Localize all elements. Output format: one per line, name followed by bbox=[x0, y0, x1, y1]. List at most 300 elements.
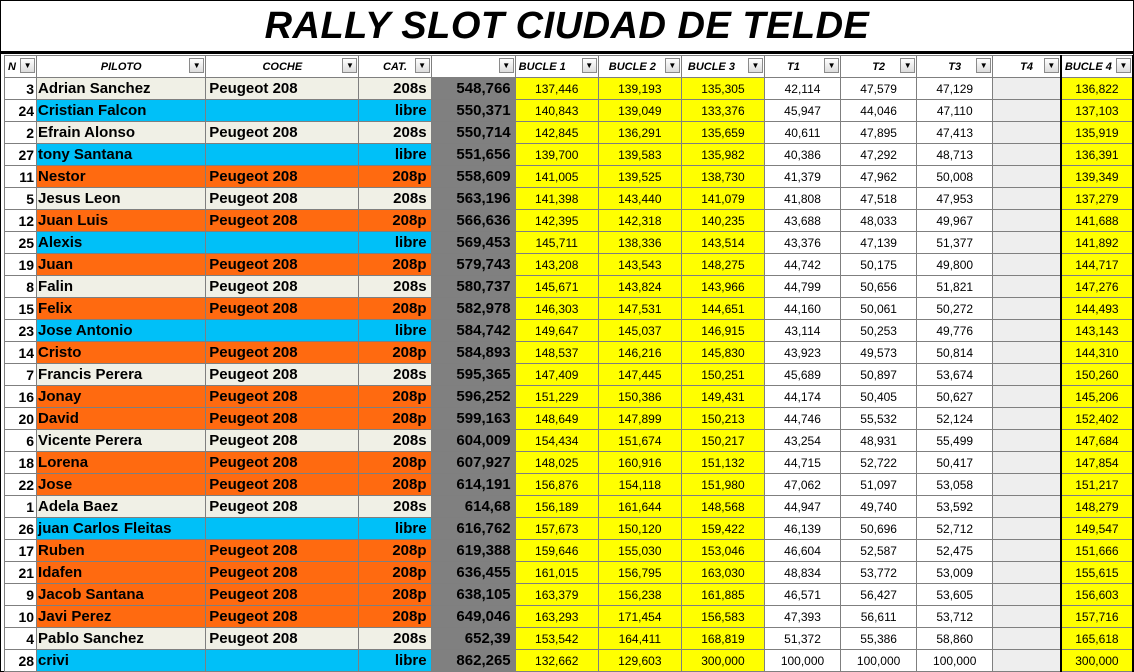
total-time[interactable]: 616,762 bbox=[431, 518, 515, 540]
driver-name[interactable]: Francis Perera bbox=[37, 364, 206, 386]
t2-time[interactable]: 47,292 bbox=[841, 144, 917, 166]
t4-time[interactable] bbox=[993, 100, 1061, 122]
t3-time[interactable]: 53,592 bbox=[917, 496, 993, 518]
t3-time[interactable]: 50,417 bbox=[917, 452, 993, 474]
bucle-3-time[interactable]: 151,980 bbox=[681, 474, 764, 496]
driver-name[interactable]: Adrian Sanchez bbox=[37, 78, 206, 100]
row-number[interactable]: 24 bbox=[5, 100, 37, 122]
car-model[interactable]: Peugeot 208 bbox=[206, 298, 359, 320]
t1-time[interactable]: 44,174 bbox=[764, 386, 840, 408]
bucle-2-time[interactable]: 171,454 bbox=[598, 606, 681, 628]
bucle-3-time[interactable]: 163,030 bbox=[681, 562, 764, 584]
bucle-2-time[interactable]: 139,525 bbox=[598, 166, 681, 188]
t2-time[interactable]: 50,656 bbox=[841, 276, 917, 298]
t3-time[interactable]: 50,008 bbox=[917, 166, 993, 188]
t4-time[interactable] bbox=[993, 474, 1061, 496]
t1-time[interactable]: 43,376 bbox=[764, 232, 840, 254]
bucle-3-time[interactable]: 133,376 bbox=[681, 100, 764, 122]
bucle-3-time[interactable]: 138,730 bbox=[681, 166, 764, 188]
category[interactable]: 208p bbox=[359, 342, 431, 364]
bucle-3-time[interactable]: 144,651 bbox=[681, 298, 764, 320]
row-number[interactable]: 10 bbox=[5, 606, 37, 628]
bucle-1-time[interactable]: 161,015 bbox=[515, 562, 598, 584]
t4-time[interactable] bbox=[993, 276, 1061, 298]
t2-time[interactable]: 56,427 bbox=[841, 584, 917, 606]
driver-name[interactable]: Jonay bbox=[37, 386, 206, 408]
bucle-4-time[interactable]: 141,688 bbox=[1061, 210, 1133, 232]
driver-name[interactable]: Cristian Falcon bbox=[37, 100, 206, 122]
bucle-2-time[interactable]: 139,193 bbox=[598, 78, 681, 100]
row-number[interactable]: 20 bbox=[5, 408, 37, 430]
t4-time[interactable] bbox=[993, 408, 1061, 430]
bucle-4-time[interactable]: 151,217 bbox=[1061, 474, 1133, 496]
total-time[interactable]: 614,191 bbox=[431, 474, 515, 496]
t3-time[interactable]: 47,110 bbox=[917, 100, 993, 122]
driver-name[interactable]: Pablo Sanchez bbox=[37, 628, 206, 650]
bucle-3-time[interactable]: 143,966 bbox=[681, 276, 764, 298]
row-number[interactable]: 16 bbox=[5, 386, 37, 408]
bucle-1-time[interactable]: 163,379 bbox=[515, 584, 598, 606]
bucle-2-time[interactable]: 142,318 bbox=[598, 210, 681, 232]
category[interactable]: libre bbox=[359, 100, 431, 122]
t4-time[interactable] bbox=[993, 122, 1061, 144]
driver-name[interactable]: crivi bbox=[37, 650, 206, 672]
bucle-3-time[interactable]: 148,568 bbox=[681, 496, 764, 518]
driver-name[interactable]: David bbox=[37, 408, 206, 430]
bucle-1-time[interactable]: 156,876 bbox=[515, 474, 598, 496]
t2-time[interactable]: 52,722 bbox=[841, 452, 917, 474]
car-model[interactable]: Peugeot 208 bbox=[206, 474, 359, 496]
t1-time[interactable]: 47,062 bbox=[764, 474, 840, 496]
t1-time[interactable]: 43,923 bbox=[764, 342, 840, 364]
t2-time[interactable]: 100,000 bbox=[841, 650, 917, 672]
bucle-2-time[interactable]: 145,037 bbox=[598, 320, 681, 342]
bucle-4-time[interactable]: 165,618 bbox=[1061, 628, 1133, 650]
car-model[interactable]: Peugeot 208 bbox=[206, 496, 359, 518]
category[interactable]: 208p bbox=[359, 540, 431, 562]
car-model[interactable]: Peugeot 208 bbox=[206, 276, 359, 298]
car-model[interactable]: Peugeot 208 bbox=[206, 254, 359, 276]
t2-time[interactable]: 49,740 bbox=[841, 496, 917, 518]
t1-time[interactable]: 44,746 bbox=[764, 408, 840, 430]
total-time[interactable]: 607,927 bbox=[431, 452, 515, 474]
dropdown-arrow-icon[interactable]: ▼ bbox=[582, 58, 597, 73]
bucle-4-time[interactable]: 149,547 bbox=[1061, 518, 1133, 540]
t2-time[interactable]: 44,046 bbox=[841, 100, 917, 122]
row-number[interactable]: 23 bbox=[5, 320, 37, 342]
bucle-4-time[interactable]: 148,279 bbox=[1061, 496, 1133, 518]
bucle-4-time[interactable]: 135,919 bbox=[1061, 122, 1133, 144]
bucle-1-time[interactable]: 132,662 bbox=[515, 650, 598, 672]
row-number[interactable]: 1 bbox=[5, 496, 37, 518]
bucle-4-time[interactable]: 157,716 bbox=[1061, 606, 1133, 628]
bucle-4-time[interactable]: 155,615 bbox=[1061, 562, 1133, 584]
row-number[interactable]: 3 bbox=[5, 78, 37, 100]
dropdown-arrow-icon[interactable]: ▼ bbox=[824, 58, 839, 73]
bucle-4-time[interactable]: 151,666 bbox=[1061, 540, 1133, 562]
total-time[interactable]: 584,893 bbox=[431, 342, 515, 364]
category[interactable]: libre bbox=[359, 320, 431, 342]
total-time[interactable]: 551,656 bbox=[431, 144, 515, 166]
t1-time[interactable]: 44,742 bbox=[764, 254, 840, 276]
t2-time[interactable]: 50,897 bbox=[841, 364, 917, 386]
t3-time[interactable]: 53,605 bbox=[917, 584, 993, 606]
total-time[interactable]: 596,252 bbox=[431, 386, 515, 408]
t4-time[interactable] bbox=[993, 540, 1061, 562]
total-time[interactable]: 599,163 bbox=[431, 408, 515, 430]
t3-time[interactable]: 49,800 bbox=[917, 254, 993, 276]
t1-time[interactable]: 46,604 bbox=[764, 540, 840, 562]
bucle-1-time[interactable]: 145,671 bbox=[515, 276, 598, 298]
t3-time[interactable]: 55,499 bbox=[917, 430, 993, 452]
t4-time[interactable] bbox=[993, 144, 1061, 166]
row-number[interactable]: 12 bbox=[5, 210, 37, 232]
t1-time[interactable]: 41,379 bbox=[764, 166, 840, 188]
t3-time[interactable]: 47,413 bbox=[917, 122, 993, 144]
row-number[interactable]: 15 bbox=[5, 298, 37, 320]
total-time[interactable]: 563,196 bbox=[431, 188, 515, 210]
bucle-4-time[interactable]: 144,493 bbox=[1061, 298, 1133, 320]
car-model[interactable]: Peugeot 208 bbox=[206, 342, 359, 364]
dropdown-arrow-icon[interactable]: ▼ bbox=[189, 58, 204, 73]
bucle-3-time[interactable]: 135,659 bbox=[681, 122, 764, 144]
dropdown-arrow-icon[interactable]: ▼ bbox=[415, 58, 430, 73]
t1-time[interactable]: 43,114 bbox=[764, 320, 840, 342]
row-number[interactable]: 18 bbox=[5, 452, 37, 474]
driver-name[interactable]: Felix bbox=[37, 298, 206, 320]
category[interactable]: 208p bbox=[359, 254, 431, 276]
bucle-3-time[interactable]: 150,213 bbox=[681, 408, 764, 430]
t2-time[interactable]: 47,579 bbox=[841, 78, 917, 100]
t1-time[interactable]: 44,799 bbox=[764, 276, 840, 298]
t2-time[interactable]: 47,895 bbox=[841, 122, 917, 144]
bucle-1-time[interactable]: 151,229 bbox=[515, 386, 598, 408]
t4-time[interactable] bbox=[993, 166, 1061, 188]
t4-time[interactable] bbox=[993, 364, 1061, 386]
bucle-2-time[interactable]: 164,411 bbox=[598, 628, 681, 650]
car-model[interactable] bbox=[206, 650, 359, 672]
car-model[interactable] bbox=[206, 518, 359, 540]
dropdown-arrow-icon[interactable]: ▼ bbox=[748, 58, 763, 73]
bucle-4-time[interactable]: 144,717 bbox=[1061, 254, 1133, 276]
t3-time[interactable]: 53,058 bbox=[917, 474, 993, 496]
category[interactable]: libre bbox=[359, 232, 431, 254]
driver-name[interactable]: Jose bbox=[37, 474, 206, 496]
row-number[interactable]: 14 bbox=[5, 342, 37, 364]
bucle-3-time[interactable]: 150,251 bbox=[681, 364, 764, 386]
bucle-1-time[interactable]: 159,646 bbox=[515, 540, 598, 562]
category[interactable]: libre bbox=[359, 144, 431, 166]
t4-time[interactable] bbox=[993, 210, 1061, 232]
bucle-2-time[interactable]: 156,795 bbox=[598, 562, 681, 584]
bucle-3-time[interactable]: 300,000 bbox=[681, 650, 764, 672]
total-time[interactable]: 566,636 bbox=[431, 210, 515, 232]
bucle-2-time[interactable]: 151,674 bbox=[598, 430, 681, 452]
t3-time[interactable]: 52,124 bbox=[917, 408, 993, 430]
bucle-3-time[interactable]: 145,830 bbox=[681, 342, 764, 364]
car-model[interactable] bbox=[206, 100, 359, 122]
t4-time[interactable] bbox=[993, 606, 1061, 628]
row-number[interactable]: 21 bbox=[5, 562, 37, 584]
bucle-2-time[interactable]: 143,440 bbox=[598, 188, 681, 210]
t3-time[interactable]: 58,860 bbox=[917, 628, 993, 650]
bucle-2-time[interactable]: 160,916 bbox=[598, 452, 681, 474]
category[interactable]: 208p bbox=[359, 562, 431, 584]
total-time[interactable]: 619,388 bbox=[431, 540, 515, 562]
t3-time[interactable]: 50,814 bbox=[917, 342, 993, 364]
bucle-2-time[interactable]: 143,543 bbox=[598, 254, 681, 276]
category[interactable]: 208p bbox=[359, 210, 431, 232]
t4-time[interactable] bbox=[993, 496, 1061, 518]
row-number[interactable]: 26 bbox=[5, 518, 37, 540]
t4-time[interactable] bbox=[993, 320, 1061, 342]
bucle-3-time[interactable]: 143,514 bbox=[681, 232, 764, 254]
bucle-2-time[interactable]: 139,583 bbox=[598, 144, 681, 166]
t4-time[interactable] bbox=[993, 298, 1061, 320]
car-model[interactable]: Peugeot 208 bbox=[206, 386, 359, 408]
t3-time[interactable]: 100,000 bbox=[917, 650, 993, 672]
t1-time[interactable]: 40,386 bbox=[764, 144, 840, 166]
bucle-1-time[interactable]: 156,189 bbox=[515, 496, 598, 518]
bucle-2-time[interactable]: 138,336 bbox=[598, 232, 681, 254]
t1-time[interactable]: 44,715 bbox=[764, 452, 840, 474]
bucle-1-time[interactable]: 147,409 bbox=[515, 364, 598, 386]
t3-time[interactable]: 49,967 bbox=[917, 210, 993, 232]
driver-name[interactable]: Vicente Perera bbox=[37, 430, 206, 452]
bucle-4-time[interactable]: 139,349 bbox=[1061, 166, 1133, 188]
total-time[interactable]: 569,453 bbox=[431, 232, 515, 254]
t1-time[interactable]: 47,393 bbox=[764, 606, 840, 628]
total-time[interactable]: 636,455 bbox=[431, 562, 515, 584]
t2-time[interactable]: 56,611 bbox=[841, 606, 917, 628]
t4-time[interactable] bbox=[993, 650, 1061, 672]
t1-time[interactable]: 41,808 bbox=[764, 188, 840, 210]
t4-time[interactable] bbox=[993, 430, 1061, 452]
bucle-3-time[interactable]: 159,422 bbox=[681, 518, 764, 540]
category[interactable]: 208s bbox=[359, 628, 431, 650]
bucle-1-time[interactable]: 141,005 bbox=[515, 166, 598, 188]
driver-name[interactable]: Efrain Alonso bbox=[37, 122, 206, 144]
driver-name[interactable]: Idafen bbox=[37, 562, 206, 584]
car-model[interactable]: Peugeot 208 bbox=[206, 628, 359, 650]
driver-name[interactable]: Ruben bbox=[37, 540, 206, 562]
driver-name[interactable]: Juan bbox=[37, 254, 206, 276]
car-model[interactable]: Peugeot 208 bbox=[206, 540, 359, 562]
car-model[interactable]: Peugeot 208 bbox=[206, 584, 359, 606]
category[interactable]: 208s bbox=[359, 364, 431, 386]
t3-time[interactable]: 50,272 bbox=[917, 298, 993, 320]
car-model[interactable]: Peugeot 208 bbox=[206, 122, 359, 144]
row-number[interactable]: 28 bbox=[5, 650, 37, 672]
t3-time[interactable]: 52,475 bbox=[917, 540, 993, 562]
car-model[interactable] bbox=[206, 144, 359, 166]
driver-name[interactable]: juan Carlos Fleitas bbox=[37, 518, 206, 540]
bucle-4-time[interactable]: 152,402 bbox=[1061, 408, 1133, 430]
t3-time[interactable]: 50,627 bbox=[917, 386, 993, 408]
total-time[interactable]: 558,609 bbox=[431, 166, 515, 188]
bucle-3-time[interactable]: 151,132 bbox=[681, 452, 764, 474]
bucle-4-time[interactable]: 143,143 bbox=[1061, 320, 1133, 342]
driver-name[interactable]: Alexis bbox=[37, 232, 206, 254]
driver-name[interactable]: Jose Antonio bbox=[37, 320, 206, 342]
bucle-3-time[interactable]: 153,046 bbox=[681, 540, 764, 562]
total-time[interactable]: 652,39 bbox=[431, 628, 515, 650]
category[interactable]: 208s bbox=[359, 496, 431, 518]
bucle-2-time[interactable]: 147,445 bbox=[598, 364, 681, 386]
row-number[interactable]: 8 bbox=[5, 276, 37, 298]
bucle-3-time[interactable]: 150,217 bbox=[681, 430, 764, 452]
t4-time[interactable] bbox=[993, 628, 1061, 650]
t4-time[interactable] bbox=[993, 452, 1061, 474]
driver-name[interactable]: Falin bbox=[37, 276, 206, 298]
t2-time[interactable]: 50,696 bbox=[841, 518, 917, 540]
bucle-1-time[interactable]: 149,647 bbox=[515, 320, 598, 342]
bucle-4-time[interactable]: 145,206 bbox=[1061, 386, 1133, 408]
t1-time[interactable]: 48,834 bbox=[764, 562, 840, 584]
t3-time[interactable]: 48,713 bbox=[917, 144, 993, 166]
driver-name[interactable]: Nestor bbox=[37, 166, 206, 188]
row-number[interactable]: 11 bbox=[5, 166, 37, 188]
bucle-3-time[interactable]: 148,275 bbox=[681, 254, 764, 276]
bucle-1-time[interactable]: 139,700 bbox=[515, 144, 598, 166]
row-number[interactable]: 5 bbox=[5, 188, 37, 210]
total-time[interactable]: 862,265 bbox=[431, 650, 515, 672]
dropdown-arrow-icon[interactable]: ▼ bbox=[20, 58, 35, 73]
bucle-4-time[interactable]: 136,391 bbox=[1061, 144, 1133, 166]
bucle-1-time[interactable]: 154,434 bbox=[515, 430, 598, 452]
total-time[interactable]: 595,365 bbox=[431, 364, 515, 386]
bucle-2-time[interactable]: 155,030 bbox=[598, 540, 681, 562]
t3-time[interactable]: 47,129 bbox=[917, 78, 993, 100]
t1-time[interactable]: 51,372 bbox=[764, 628, 840, 650]
bucle-2-time[interactable]: 129,603 bbox=[598, 650, 681, 672]
bucle-3-time[interactable]: 156,583 bbox=[681, 606, 764, 628]
dropdown-arrow-icon[interactable]: ▼ bbox=[976, 58, 991, 73]
t4-time[interactable] bbox=[993, 78, 1061, 100]
t1-time[interactable]: 45,689 bbox=[764, 364, 840, 386]
t4-time[interactable] bbox=[993, 232, 1061, 254]
category[interactable]: 208p bbox=[359, 298, 431, 320]
dropdown-arrow-icon[interactable]: ▼ bbox=[665, 58, 680, 73]
category[interactable]: 208p bbox=[359, 408, 431, 430]
bucle-3-time[interactable]: 161,885 bbox=[681, 584, 764, 606]
bucle-3-time[interactable]: 140,235 bbox=[681, 210, 764, 232]
bucle-3-time[interactable]: 168,819 bbox=[681, 628, 764, 650]
t2-time[interactable]: 50,253 bbox=[841, 320, 917, 342]
bucle-1-time[interactable]: 148,537 bbox=[515, 342, 598, 364]
row-number[interactable]: 6 bbox=[5, 430, 37, 452]
car-model[interactable]: Peugeot 208 bbox=[206, 562, 359, 584]
t4-time[interactable] bbox=[993, 254, 1061, 276]
t2-time[interactable]: 47,962 bbox=[841, 166, 917, 188]
row-number[interactable]: 22 bbox=[5, 474, 37, 496]
category[interactable]: 208p bbox=[359, 606, 431, 628]
bucle-1-time[interactable]: 141,398 bbox=[515, 188, 598, 210]
bucle-1-time[interactable]: 148,025 bbox=[515, 452, 598, 474]
car-model[interactable]: Peugeot 208 bbox=[206, 188, 359, 210]
bucle-1-time[interactable]: 145,711 bbox=[515, 232, 598, 254]
bucle-3-time[interactable]: 135,305 bbox=[681, 78, 764, 100]
bucle-1-time[interactable]: 163,293 bbox=[515, 606, 598, 628]
car-model[interactable]: Peugeot 208 bbox=[206, 606, 359, 628]
driver-name[interactable]: Jesus Leon bbox=[37, 188, 206, 210]
t4-time[interactable] bbox=[993, 188, 1061, 210]
row-number[interactable]: 17 bbox=[5, 540, 37, 562]
t2-time[interactable]: 48,033 bbox=[841, 210, 917, 232]
driver-name[interactable]: Lorena bbox=[37, 452, 206, 474]
bucle-4-time[interactable]: 147,276 bbox=[1061, 276, 1133, 298]
category[interactable]: 208p bbox=[359, 386, 431, 408]
total-time[interactable]: 638,105 bbox=[431, 584, 515, 606]
dropdown-arrow-icon[interactable]: ▼ bbox=[900, 58, 915, 73]
bucle-2-time[interactable]: 156,238 bbox=[598, 584, 681, 606]
total-time[interactable]: 550,371 bbox=[431, 100, 515, 122]
bucle-2-time[interactable]: 143,824 bbox=[598, 276, 681, 298]
t1-time[interactable]: 46,571 bbox=[764, 584, 840, 606]
bucle-1-time[interactable]: 140,843 bbox=[515, 100, 598, 122]
bucle-4-time[interactable]: 137,103 bbox=[1061, 100, 1133, 122]
bucle-2-time[interactable]: 146,216 bbox=[598, 342, 681, 364]
bucle-1-time[interactable]: 146,303 bbox=[515, 298, 598, 320]
total-time[interactable]: 604,009 bbox=[431, 430, 515, 452]
row-number[interactable]: 27 bbox=[5, 144, 37, 166]
t1-time[interactable]: 43,688 bbox=[764, 210, 840, 232]
t4-time[interactable] bbox=[993, 562, 1061, 584]
category[interactable]: 208s bbox=[359, 122, 431, 144]
t4-time[interactable] bbox=[993, 584, 1061, 606]
car-model[interactable]: Peugeot 208 bbox=[206, 166, 359, 188]
bucle-4-time[interactable]: 147,854 bbox=[1061, 452, 1133, 474]
bucle-1-time[interactable]: 148,649 bbox=[515, 408, 598, 430]
bucle-1-time[interactable]: 137,446 bbox=[515, 78, 598, 100]
t2-time[interactable]: 47,139 bbox=[841, 232, 917, 254]
bucle-2-time[interactable]: 139,049 bbox=[598, 100, 681, 122]
category[interactable]: 208s bbox=[359, 276, 431, 298]
driver-name[interactable]: Jacob Santana bbox=[37, 584, 206, 606]
category[interactable]: 208p bbox=[359, 474, 431, 496]
t2-time[interactable]: 50,061 bbox=[841, 298, 917, 320]
total-time[interactable]: 550,714 bbox=[431, 122, 515, 144]
t2-time[interactable]: 51,097 bbox=[841, 474, 917, 496]
bucle-3-time[interactable]: 141,079 bbox=[681, 188, 764, 210]
bucle-4-time[interactable]: 144,310 bbox=[1061, 342, 1133, 364]
t4-time[interactable] bbox=[993, 386, 1061, 408]
bucle-1-time[interactable]: 153,542 bbox=[515, 628, 598, 650]
bucle-4-time[interactable]: 147,684 bbox=[1061, 430, 1133, 452]
t1-time[interactable]: 40,611 bbox=[764, 122, 840, 144]
category[interactable]: 208s bbox=[359, 78, 431, 100]
bucle-3-time[interactable]: 149,431 bbox=[681, 386, 764, 408]
category[interactable]: libre bbox=[359, 650, 431, 672]
category[interactable]: 208s bbox=[359, 430, 431, 452]
bucle-4-time[interactable]: 156,603 bbox=[1061, 584, 1133, 606]
bucle-2-time[interactable]: 147,899 bbox=[598, 408, 681, 430]
car-model[interactable]: Peugeot 208 bbox=[206, 452, 359, 474]
car-model[interactable] bbox=[206, 320, 359, 342]
row-number[interactable]: 2 bbox=[5, 122, 37, 144]
driver-name[interactable]: tony Santana bbox=[37, 144, 206, 166]
bucle-2-time[interactable]: 150,120 bbox=[598, 518, 681, 540]
t1-time[interactable]: 43,254 bbox=[764, 430, 840, 452]
t3-time[interactable]: 52,712 bbox=[917, 518, 993, 540]
dropdown-arrow-icon[interactable]: ▼ bbox=[1116, 58, 1131, 73]
bucle-2-time[interactable]: 136,291 bbox=[598, 122, 681, 144]
t2-time[interactable]: 48,931 bbox=[841, 430, 917, 452]
driver-name[interactable]: Cristo bbox=[37, 342, 206, 364]
bucle-2-time[interactable]: 147,531 bbox=[598, 298, 681, 320]
t3-time[interactable]: 53,712 bbox=[917, 606, 993, 628]
t2-time[interactable]: 53,772 bbox=[841, 562, 917, 584]
